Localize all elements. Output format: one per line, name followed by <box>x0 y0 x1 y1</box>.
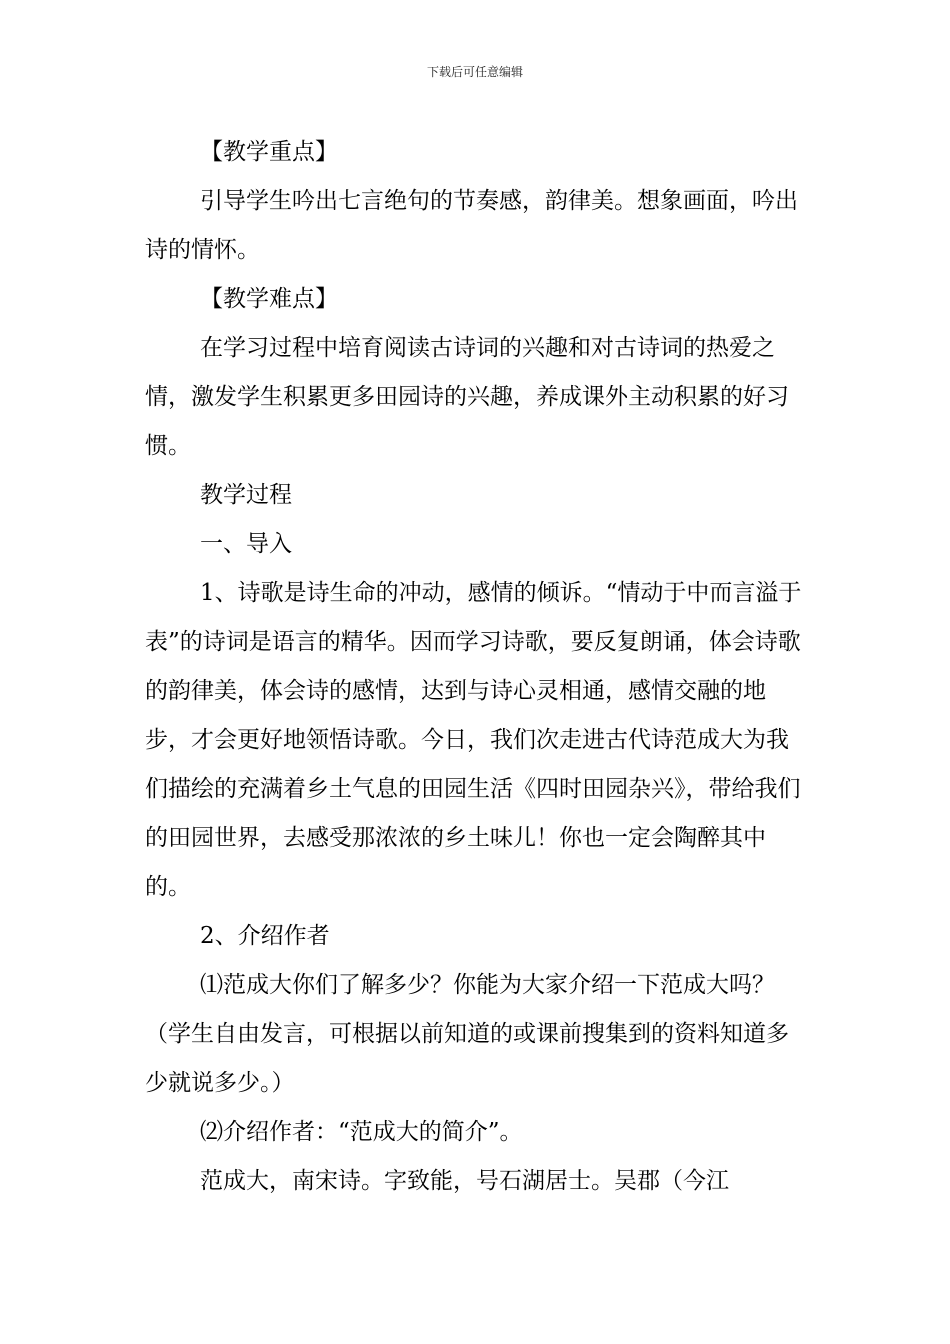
section-heading-process: 教学过程 <box>200 482 292 508</box>
page-header: 下载后可任意编辑 <box>426 65 523 79</box>
section-heading-key-points: 【教学重点】 <box>200 139 338 165</box>
paragraph-introduction: 1、诗歌是诗生命的冲动，感情的倾诉。“情动于中而言溢于表”的诗词是语言的精华。因而学习诗歌，要反复朗诵，体会诗歌的韵律美，体会诗的感情，达到与诗心灵相通，感情交融的地步，才会更好地领悟诗歌。今日，我们次走进古代诗范成大为我们描绘的充满着乡土气息的田园生活《四时田园杂兴》，带给我们的田园世界，去感受那浓浓的乡土味儿！你也一定会陶醉其中的。 <box>145 580 802 900</box>
subheading-introduction: 一、导入 <box>200 531 292 557</box>
paragraph-author-question: ⑴范成大你们了解多少？你能为大家介绍一下范成大吗？（学生自由发言，可根据以前知道的或课前搜集到的资料知道多少就说多少。） <box>145 972 789 1096</box>
paragraph-author-intro: ⑵介绍作者：“范成大的简介”。 <box>200 1119 523 1145</box>
paragraph-difficulties: 在学习过程中培育阅读古诗词的兴趣和对古诗词的热爱之情，激发学生积累更多田园诗的兴趣，养成课外主动积累的好习惯。 <box>145 335 789 459</box>
paragraph-author-bio: 范成大，南宋诗。字致能，号石湖居士。吴郡（今江 <box>200 1168 729 1194</box>
section-heading-difficulties: 【教学难点】 <box>200 286 338 312</box>
subheading-author: 2、介绍作者 <box>200 923 330 949</box>
document-body <box>145 128 810 1206</box>
paragraph-key-points: 引导学生吟出七言绝句的节奏感，韵律美。想象画面，吟出诗的情怀。 <box>145 188 798 263</box>
